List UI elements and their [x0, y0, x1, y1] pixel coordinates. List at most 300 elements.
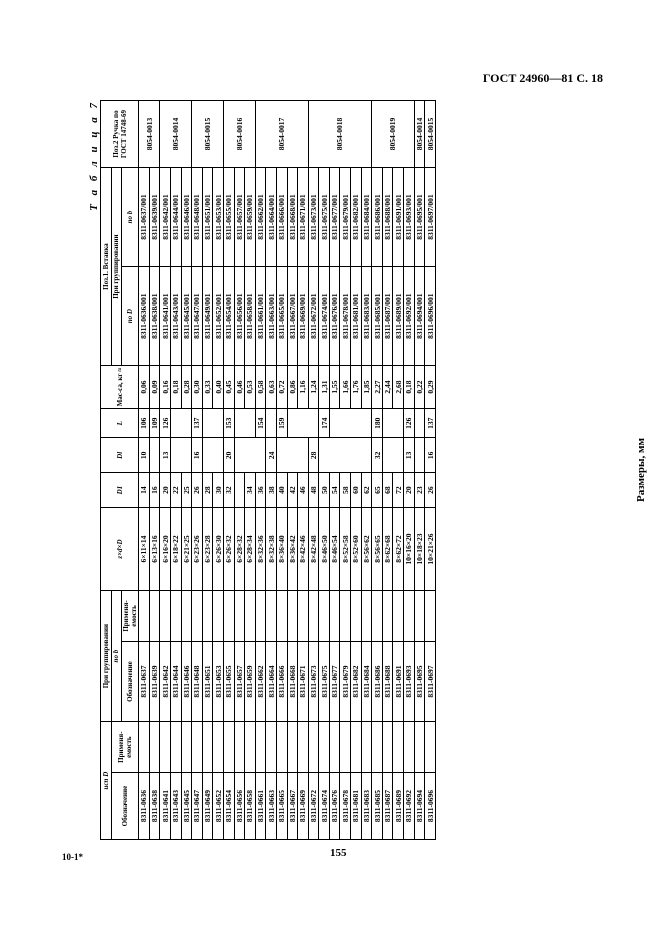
cell-l: 106 [139, 409, 150, 438]
cell-massa: 0,16 [160, 366, 171, 409]
cell-zdD: 6×26×30 [213, 508, 224, 591]
cell-l [245, 409, 256, 438]
cell-d1: 28 [202, 473, 213, 508]
cell-zdD: 8×62×68 [382, 508, 393, 591]
table-row [266, 101, 277, 840]
cell-l: 137 [425, 409, 436, 438]
page-number: 155 [330, 847, 347, 859]
cell-po-b: 8311-0648/001 [192, 168, 203, 267]
cell-po-d: 8311-0669/001 [298, 267, 309, 366]
cell-oboz-d: 8311-0678 [340, 773, 351, 840]
cell-massa: 0,28 [181, 366, 192, 409]
cell-oboz-d: 8311-0643 [170, 773, 181, 840]
cell-po-d: 8311-0681/001 [351, 267, 362, 366]
cell-massa: 0,72 [276, 366, 287, 409]
cell-zdD: 8×36×40 [276, 508, 287, 591]
cell-d1: 46 [298, 473, 309, 508]
cell-po-d: 8311-0689/001 [393, 267, 404, 366]
cell-po-d: 8311-0656/001 [234, 267, 245, 366]
cell-l [308, 409, 319, 438]
cell-d1: 20 [160, 473, 171, 508]
cell-prim-d [234, 722, 245, 773]
cell-prim-d [139, 722, 150, 773]
cell-massa: 0,33 [202, 366, 213, 409]
col-po-d: по D [122, 267, 139, 366]
cell-po-d: 8311-0652/001 [213, 267, 224, 366]
table-row [351, 101, 362, 840]
cell-prim-d [382, 722, 393, 773]
cell-oboz-d: 8311-0676 [329, 773, 340, 840]
cell-d1: 34 [245, 473, 256, 508]
cell-oboz-d: 8311-0689 [393, 773, 404, 840]
cell-zdD: 8×52×60 [351, 508, 362, 591]
cell-prim-d [372, 722, 383, 773]
cell-oboz-b: 8311-0651 [202, 641, 213, 721]
cell-zdD: 10×21×26 [425, 508, 436, 591]
cell-d1: 22 [170, 473, 181, 508]
cell-zdD: 8×36×42 [287, 508, 298, 591]
cell-handle: 8054-0019 [372, 101, 414, 168]
cell-prim-b [213, 591, 224, 642]
cell-po-d: 8311-0696/001 [425, 267, 436, 366]
cell-prim-d [213, 722, 224, 773]
table-row [308, 101, 319, 840]
cell-d1: 26 [425, 473, 436, 508]
cell-prim-b [414, 591, 425, 642]
cell-l [202, 409, 213, 438]
table-row [149, 101, 160, 840]
cell-zdD: 8×32×36 [255, 508, 266, 591]
cell-massa: 0,18 [170, 366, 181, 409]
cell-oboz-d: 8311-0667 [287, 773, 298, 840]
cell-po-b: 8311-0657/001 [234, 168, 245, 267]
cell-prim-b [139, 591, 150, 642]
table-row [361, 101, 372, 840]
cell-l [181, 409, 192, 438]
cell-zdD: 8×42×48 [308, 508, 319, 591]
cell-d1: 30 [213, 473, 224, 508]
table-row [319, 101, 330, 840]
cell-zdD: 6×23×28 [202, 508, 213, 591]
cell-l [393, 409, 404, 438]
table-row [340, 101, 351, 840]
cell-prim-d [245, 722, 256, 773]
cell-zdD: 8×42×46 [298, 508, 309, 591]
cell-po-b: 8311-0679/001 [340, 168, 351, 267]
cell-zdD: 8×32×38 [266, 508, 277, 591]
cell-handle: 8054-0015 [425, 101, 436, 168]
cell-d1: 25 [181, 473, 192, 508]
cell-dl: 13 [160, 438, 171, 473]
cell-d1: 38 [266, 473, 277, 508]
cell-po-d: 8311-0641/001 [160, 267, 171, 366]
cell-massa: 0,58 [255, 366, 266, 409]
cell-po-d: 8311-0665/001 [276, 267, 287, 366]
cell-d1: 65 [372, 473, 383, 508]
col-massa: Мас-са, кг ≈ [101, 366, 139, 409]
cell-d1: 32 [223, 473, 234, 508]
cell-dl [351, 438, 362, 473]
table-row [287, 101, 298, 840]
cell-zdD: 10×18×23 [414, 508, 425, 591]
cell-prim-b [181, 591, 192, 642]
cell-dl: 13 [404, 438, 415, 473]
cell-massa: 1,31 [319, 366, 330, 409]
cell-l [361, 409, 372, 438]
cell-prim-b [298, 591, 309, 642]
cell-po-b: 8311-0642/001 [160, 168, 171, 267]
table-row [139, 101, 150, 840]
cell-oboz-b: 8311-0671 [298, 641, 309, 721]
cell-prim-d [329, 722, 340, 773]
cell-oboz-b: 8311-0677 [329, 641, 340, 721]
cell-handle: 8054-0013 [139, 101, 160, 168]
cell-oboz-b: 8311-0666 [276, 641, 287, 721]
cell-massa: 1,24 [308, 366, 319, 409]
cell-dl: 24 [266, 438, 277, 473]
cell-oboz-b: 8311-0655 [223, 641, 234, 721]
cell-po-b: 8311-0671/001 [298, 168, 309, 267]
cell-l [340, 409, 351, 438]
cell-oboz-b: 8311-0686 [372, 641, 383, 721]
cell-prim-d [319, 722, 330, 773]
cell-oboz-b: 8311-0695 [414, 641, 425, 721]
cell-massa: 1,66 [340, 366, 351, 409]
cell-oboz-d: 8311-0672 [308, 773, 319, 840]
cell-prim-b [425, 591, 436, 642]
cell-po-d: 8311-0667/001 [287, 267, 298, 366]
table-label: Т а б л и ц а 7 [88, 100, 100, 211]
cell-prim-b [308, 591, 319, 642]
cell-po-b: 8311-0651/001 [202, 168, 213, 267]
cell-handle: 8054-0018 [308, 101, 372, 168]
cell-oboz-d: 8311-0692 [404, 773, 415, 840]
cell-oboz-b: 8311-0639 [149, 641, 160, 721]
table-row [329, 101, 340, 840]
cell-oboz-d: 8311-0683 [361, 773, 372, 840]
col-poz1: Поз.1. Вставка [101, 168, 112, 366]
cell-d1: 36 [255, 473, 266, 508]
cell-prim-d [351, 722, 362, 773]
cell-zdD: 6×16×20 [160, 508, 171, 591]
cell-po-d: 8311-0685/001 [372, 267, 383, 366]
cell-prim-b [351, 591, 362, 642]
table-row [223, 101, 234, 840]
cell-l: 126 [160, 409, 171, 438]
cell-po-b: 8311-0662/001 [255, 168, 266, 267]
cell-zdD: 6×23×26 [192, 508, 203, 591]
cell-d1: 14 [139, 473, 150, 508]
cell-l [234, 409, 245, 438]
cell-dl [170, 438, 181, 473]
cell-zdD: 8×62×72 [393, 508, 404, 591]
cell-dl [245, 438, 256, 473]
cell-po-d: 8311-0658/001 [245, 267, 256, 366]
footer-code: 10-1* [62, 852, 83, 862]
cell-po-d: 8311-0676/001 [329, 267, 340, 366]
cell-dl [414, 438, 425, 473]
cell-dl: 10 [139, 438, 150, 473]
cell-oboz-d: 8311-0638 [149, 773, 160, 840]
cell-oboz-d: 8311-0656 [234, 773, 245, 840]
cell-prim-d [223, 722, 234, 773]
cell-zdD: 6×11×14 [139, 508, 150, 591]
cell-d1: 40 [276, 473, 287, 508]
cell-dl: 32 [372, 438, 383, 473]
dims-caption: Размеры, мм [635, 437, 647, 503]
table-row [234, 101, 245, 840]
cell-massa: 1,85 [361, 366, 372, 409]
cell-d1: 72 [393, 473, 404, 508]
cell-d1: 62 [361, 473, 372, 508]
cell-dl [319, 438, 330, 473]
cell-oboz-b: 8311-0688 [382, 641, 393, 721]
cell-massa: 0,22 [414, 366, 425, 409]
cell-oboz-d: 8311-0647 [192, 773, 203, 840]
cell-l: 159 [276, 409, 287, 438]
cell-po-b: 8311-0655/001 [223, 168, 234, 267]
table-row [255, 101, 266, 840]
cell-prim-b [404, 591, 415, 642]
cell-prim-b [149, 591, 160, 642]
cell-po-b: 8311-0637/001 [139, 168, 150, 267]
cell-d1: 68 [382, 473, 393, 508]
col-oboz-b: Обозначение [122, 641, 139, 721]
cell-d1: 48 [308, 473, 319, 508]
cell-oboz-d: 8311-0685 [372, 773, 383, 840]
cell-po-b: 8311-0653/001 [213, 168, 224, 267]
col-dl: Dl [101, 438, 139, 473]
cell-l [351, 409, 362, 438]
cell-oboz-d: 8311-0696 [425, 773, 436, 840]
cell-massa: 0,30 [192, 366, 203, 409]
cell-prim-d [181, 722, 192, 773]
cell-po-b: 8311-0695/001 [414, 168, 425, 267]
cell-zdD: 6×28×32 [234, 508, 245, 591]
cell-po-d: 8311-0663/001 [266, 267, 277, 366]
cell-prim-d [287, 722, 298, 773]
cell-massa: 0,06 [139, 366, 150, 409]
cell-prim-b [393, 591, 404, 642]
cell-prim-d [149, 722, 160, 773]
cell-massa: 2,27 [372, 366, 383, 409]
cell-oboz-b: 8311-0662 [255, 641, 266, 721]
cell-prim-b [170, 591, 181, 642]
table-row [414, 101, 425, 840]
cell-po-d: 8311-0654/001 [223, 267, 234, 366]
cell-massa: 2,68 [393, 366, 404, 409]
rotated-content [88, 100, 647, 840]
col-prim-a: Применя-емость [111, 722, 139, 773]
cell-zdD: 8×46×54 [329, 508, 340, 591]
cell-handle: 8054-0015 [192, 101, 224, 168]
cell-prim-d [425, 722, 436, 773]
cell-oboz-b: 8311-0653 [213, 641, 224, 721]
cell-oboz-b: 8311-0684 [361, 641, 372, 721]
cell-prim-b [319, 591, 330, 642]
cell-po-b: 8311-0644/001 [170, 168, 181, 267]
cell-massa: 0,45 [223, 366, 234, 409]
cell-prim-d [393, 722, 404, 773]
cell-massa: 0,18 [404, 366, 415, 409]
cell-l [298, 409, 309, 438]
cell-prim-b [202, 591, 213, 642]
cell-po-b: 8311-0686/001 [372, 168, 383, 267]
cell-po-d: 8311-0661/001 [255, 267, 266, 366]
cell-oboz-b: 8311-0659 [245, 641, 256, 721]
table-row [276, 101, 287, 840]
cell-massa: 0,09 [149, 366, 160, 409]
cell-po-d: 8311-0674/001 [319, 267, 330, 366]
cell-dl [276, 438, 287, 473]
cell-dl [382, 438, 393, 473]
cell-po-b: 8311-0697/001 [425, 168, 436, 267]
cell-zdD: 6×26×32 [223, 508, 234, 591]
cell-dl: 28 [308, 438, 319, 473]
cell-po-b: 8311-0639/001 [149, 168, 160, 267]
cell-oboz-b: 8311-0675 [319, 641, 330, 721]
cell-dl [255, 438, 266, 473]
col-zdD: z×d×D [101, 508, 139, 591]
cell-po-b: 8311-0688/001 [382, 168, 393, 267]
cell-dl [361, 438, 372, 473]
cell-oboz-b: 8311-0682 [351, 641, 362, 721]
col-d1: D1 [101, 473, 139, 508]
cell-prim-b [245, 591, 256, 642]
cell-zdD: 8×56×62 [361, 508, 372, 591]
cell-d1: 26 [192, 473, 203, 508]
cell-massa: 0,29 [425, 366, 436, 409]
cell-dl: 16 [192, 438, 203, 473]
cell-l [329, 409, 340, 438]
table-body [139, 101, 436, 840]
cell-zdD: 6×28×34 [245, 508, 256, 591]
cell-prim-b [192, 591, 203, 642]
cell-oboz-b: 8311-0691 [393, 641, 404, 721]
cell-oboz-b: 8311-0644 [170, 641, 181, 721]
table-row [192, 101, 203, 840]
cell-oboz-d: 8311-0641 [160, 773, 171, 840]
cell-dl [181, 438, 192, 473]
cell-oboz-d: 8311-0687 [382, 773, 393, 840]
cell-oboz-d: 8311-0658 [245, 773, 256, 840]
cell-prim-b [340, 591, 351, 642]
cell-prim-d [298, 722, 309, 773]
cell-massa: 1,16 [298, 366, 309, 409]
cell-oboz-b: 8311-0697 [425, 641, 436, 721]
cell-handle: 8054-0014 [160, 101, 192, 168]
cell-d1: 58 [340, 473, 351, 508]
table-row [404, 101, 415, 840]
page-header: ГОСТ 24960—81 С. 18 [482, 71, 603, 85]
cell-po-b: 8311-0682/001 [351, 168, 362, 267]
rotated-table-area [88, 100, 647, 840]
cell-prim-b [361, 591, 372, 642]
cell-dl [340, 438, 351, 473]
table-row [181, 101, 192, 840]
spec-table [100, 100, 436, 840]
cell-zdD: 8×46×50 [319, 508, 330, 591]
table-row [202, 101, 213, 840]
cell-po-d: 8311-0643/001 [170, 267, 181, 366]
cell-d1 [234, 473, 245, 508]
cell-po-b: 8311-0646/001 [181, 168, 192, 267]
cell-oboz-d: 8311-0636 [139, 773, 150, 840]
cell-l [382, 409, 393, 438]
col-isp-d: исп D [101, 722, 112, 840]
cell-l: 174 [319, 409, 330, 438]
cell-l [287, 409, 298, 438]
cell-l: 126 [404, 409, 415, 438]
cell-d1: 60 [351, 473, 362, 508]
col-pri-gr2: При группировании [111, 168, 122, 366]
cell-prim-d [202, 722, 213, 773]
cell-po-b: 8311-0668/001 [287, 168, 298, 267]
cell-prim-d [340, 722, 351, 773]
col-pri-gr: При группировании [101, 591, 112, 722]
cell-prim-b [234, 591, 245, 642]
cell-dl [149, 438, 160, 473]
cell-oboz-d: 8311-0652 [213, 773, 224, 840]
table-row [245, 101, 256, 840]
cell-po-d: 8311-0649/001 [202, 267, 213, 366]
cell-zdD: 8×52×58 [340, 508, 351, 591]
cell-oboz-d: 8311-0654 [223, 773, 234, 840]
cell-massa: 1,55 [329, 366, 340, 409]
table-row [382, 101, 393, 840]
cell-massa: 1,76 [351, 366, 362, 409]
cell-d1: 42 [287, 473, 298, 508]
cell-po-b: 8311-0691/001 [393, 168, 404, 267]
cell-prim-d [414, 722, 425, 773]
cell-oboz-d: 8311-0674 [319, 773, 330, 840]
cell-prim-d [160, 722, 171, 773]
cell-prim-d [404, 722, 415, 773]
cell-prim-b [287, 591, 298, 642]
cell-l: 137 [192, 409, 203, 438]
cell-dl: 20 [223, 438, 234, 473]
cell-dl [234, 438, 245, 473]
cell-prim-d [266, 722, 277, 773]
cell-oboz-d: 8311-0663 [266, 773, 277, 840]
cell-prim-b [223, 591, 234, 642]
cell-zdD: 10×16×20 [404, 508, 415, 591]
cell-dl [393, 438, 404, 473]
cell-prim-b [276, 591, 287, 642]
cell-oboz-b: 8311-0637 [139, 641, 150, 721]
cell-po-d: 8311-0683/001 [361, 267, 372, 366]
cell-po-b: 8311-0677/001 [329, 168, 340, 267]
cell-po-b: 8311-0666/001 [276, 168, 287, 267]
cell-d1: 54 [329, 473, 340, 508]
cell-po-b: 8311-0684/001 [361, 168, 372, 267]
cell-handle: 8054-0016 [223, 101, 255, 168]
cell-dl [329, 438, 340, 473]
cell-massa: 0,46 [234, 366, 245, 409]
cell-po-b: 8311-0664/001 [266, 168, 277, 267]
cell-massa: 2,44 [382, 366, 393, 409]
cell-dl [213, 438, 224, 473]
cell-oboz-b: 8311-0648 [192, 641, 203, 721]
cell-prim-d [276, 722, 287, 773]
cell-oboz-b: 8311-0668 [287, 641, 298, 721]
cell-po-d: 8311-0645/001 [181, 267, 192, 366]
table-row [170, 101, 181, 840]
cell-l [170, 409, 181, 438]
cell-po-b: 8311-0693/001 [404, 168, 415, 267]
cell-prim-d [361, 722, 372, 773]
col-oboz-a: Обозначение [111, 773, 139, 840]
